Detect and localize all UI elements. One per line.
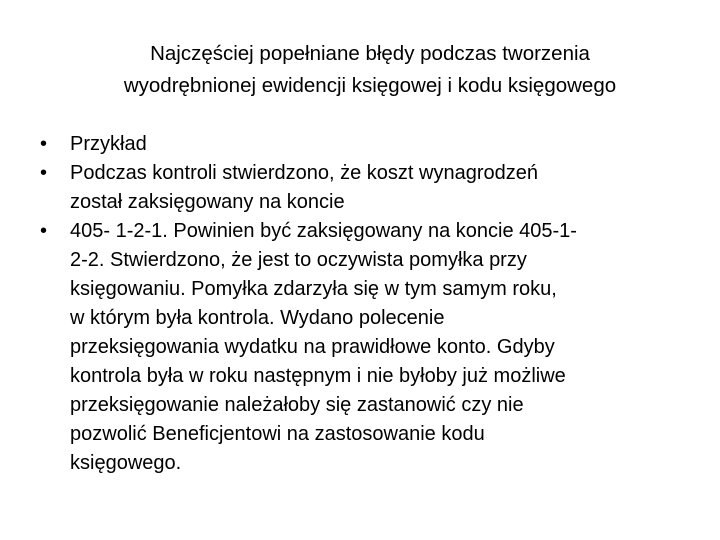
bullet-text-line: Podczas kontroli stwierdzono, że koszt wynagrodzeń <box>70 162 539 184</box>
bullet-marker: • <box>40 133 48 155</box>
bullet-text-line: kontrola była w roku następnym i nie byłoby już możliwe <box>70 365 566 387</box>
bullet-text-line: 405- 1-2-1. Powinien być zaksięgowany na koncie 405-1- <box>70 220 577 242</box>
bullet-list <box>40 130 690 478</box>
bullet-text-line: przeksięgowania wydatku na prawidłowe konto. Gdyby <box>70 336 555 358</box>
slide-title <box>40 38 700 102</box>
bullet-text-line: przeksięgowanie należałoby się zastanowić czy nie <box>70 394 524 416</box>
bullet-item-inspection <box>40 159 690 217</box>
slide-title-line-2: wyodrębnionej ewidencji księgowej i kodu księgowego <box>123 74 617 97</box>
bullet-item-example <box>40 130 690 159</box>
bullet-item-account-correction <box>40 217 690 478</box>
bullet-marker: • <box>40 220 48 242</box>
bullet-text-line: 2-2. Stwierdzono, że jest to oczywista pomyłka przy <box>70 249 527 271</box>
bullet-text-line: został zaksięgowany na koncie <box>70 191 345 213</box>
bullet-text-line: w którym była kontrola. Wydano polecenie <box>70 307 445 329</box>
slide-title-line-1: Najczęściej popełniane błędy podczas tworzenia <box>150 42 590 65</box>
bullet-marker: • <box>40 162 48 184</box>
bullet-text-line: pozwolić Beneficjentowi na zastosowanie kodu <box>70 423 485 445</box>
bullet-text-line: księgowego. <box>70 452 182 474</box>
bullet-text-line: księgowaniu. Pomyłka zdarzyła się w tym samym roku, <box>70 278 557 300</box>
bullet-text-line: Przykład <box>70 133 147 155</box>
